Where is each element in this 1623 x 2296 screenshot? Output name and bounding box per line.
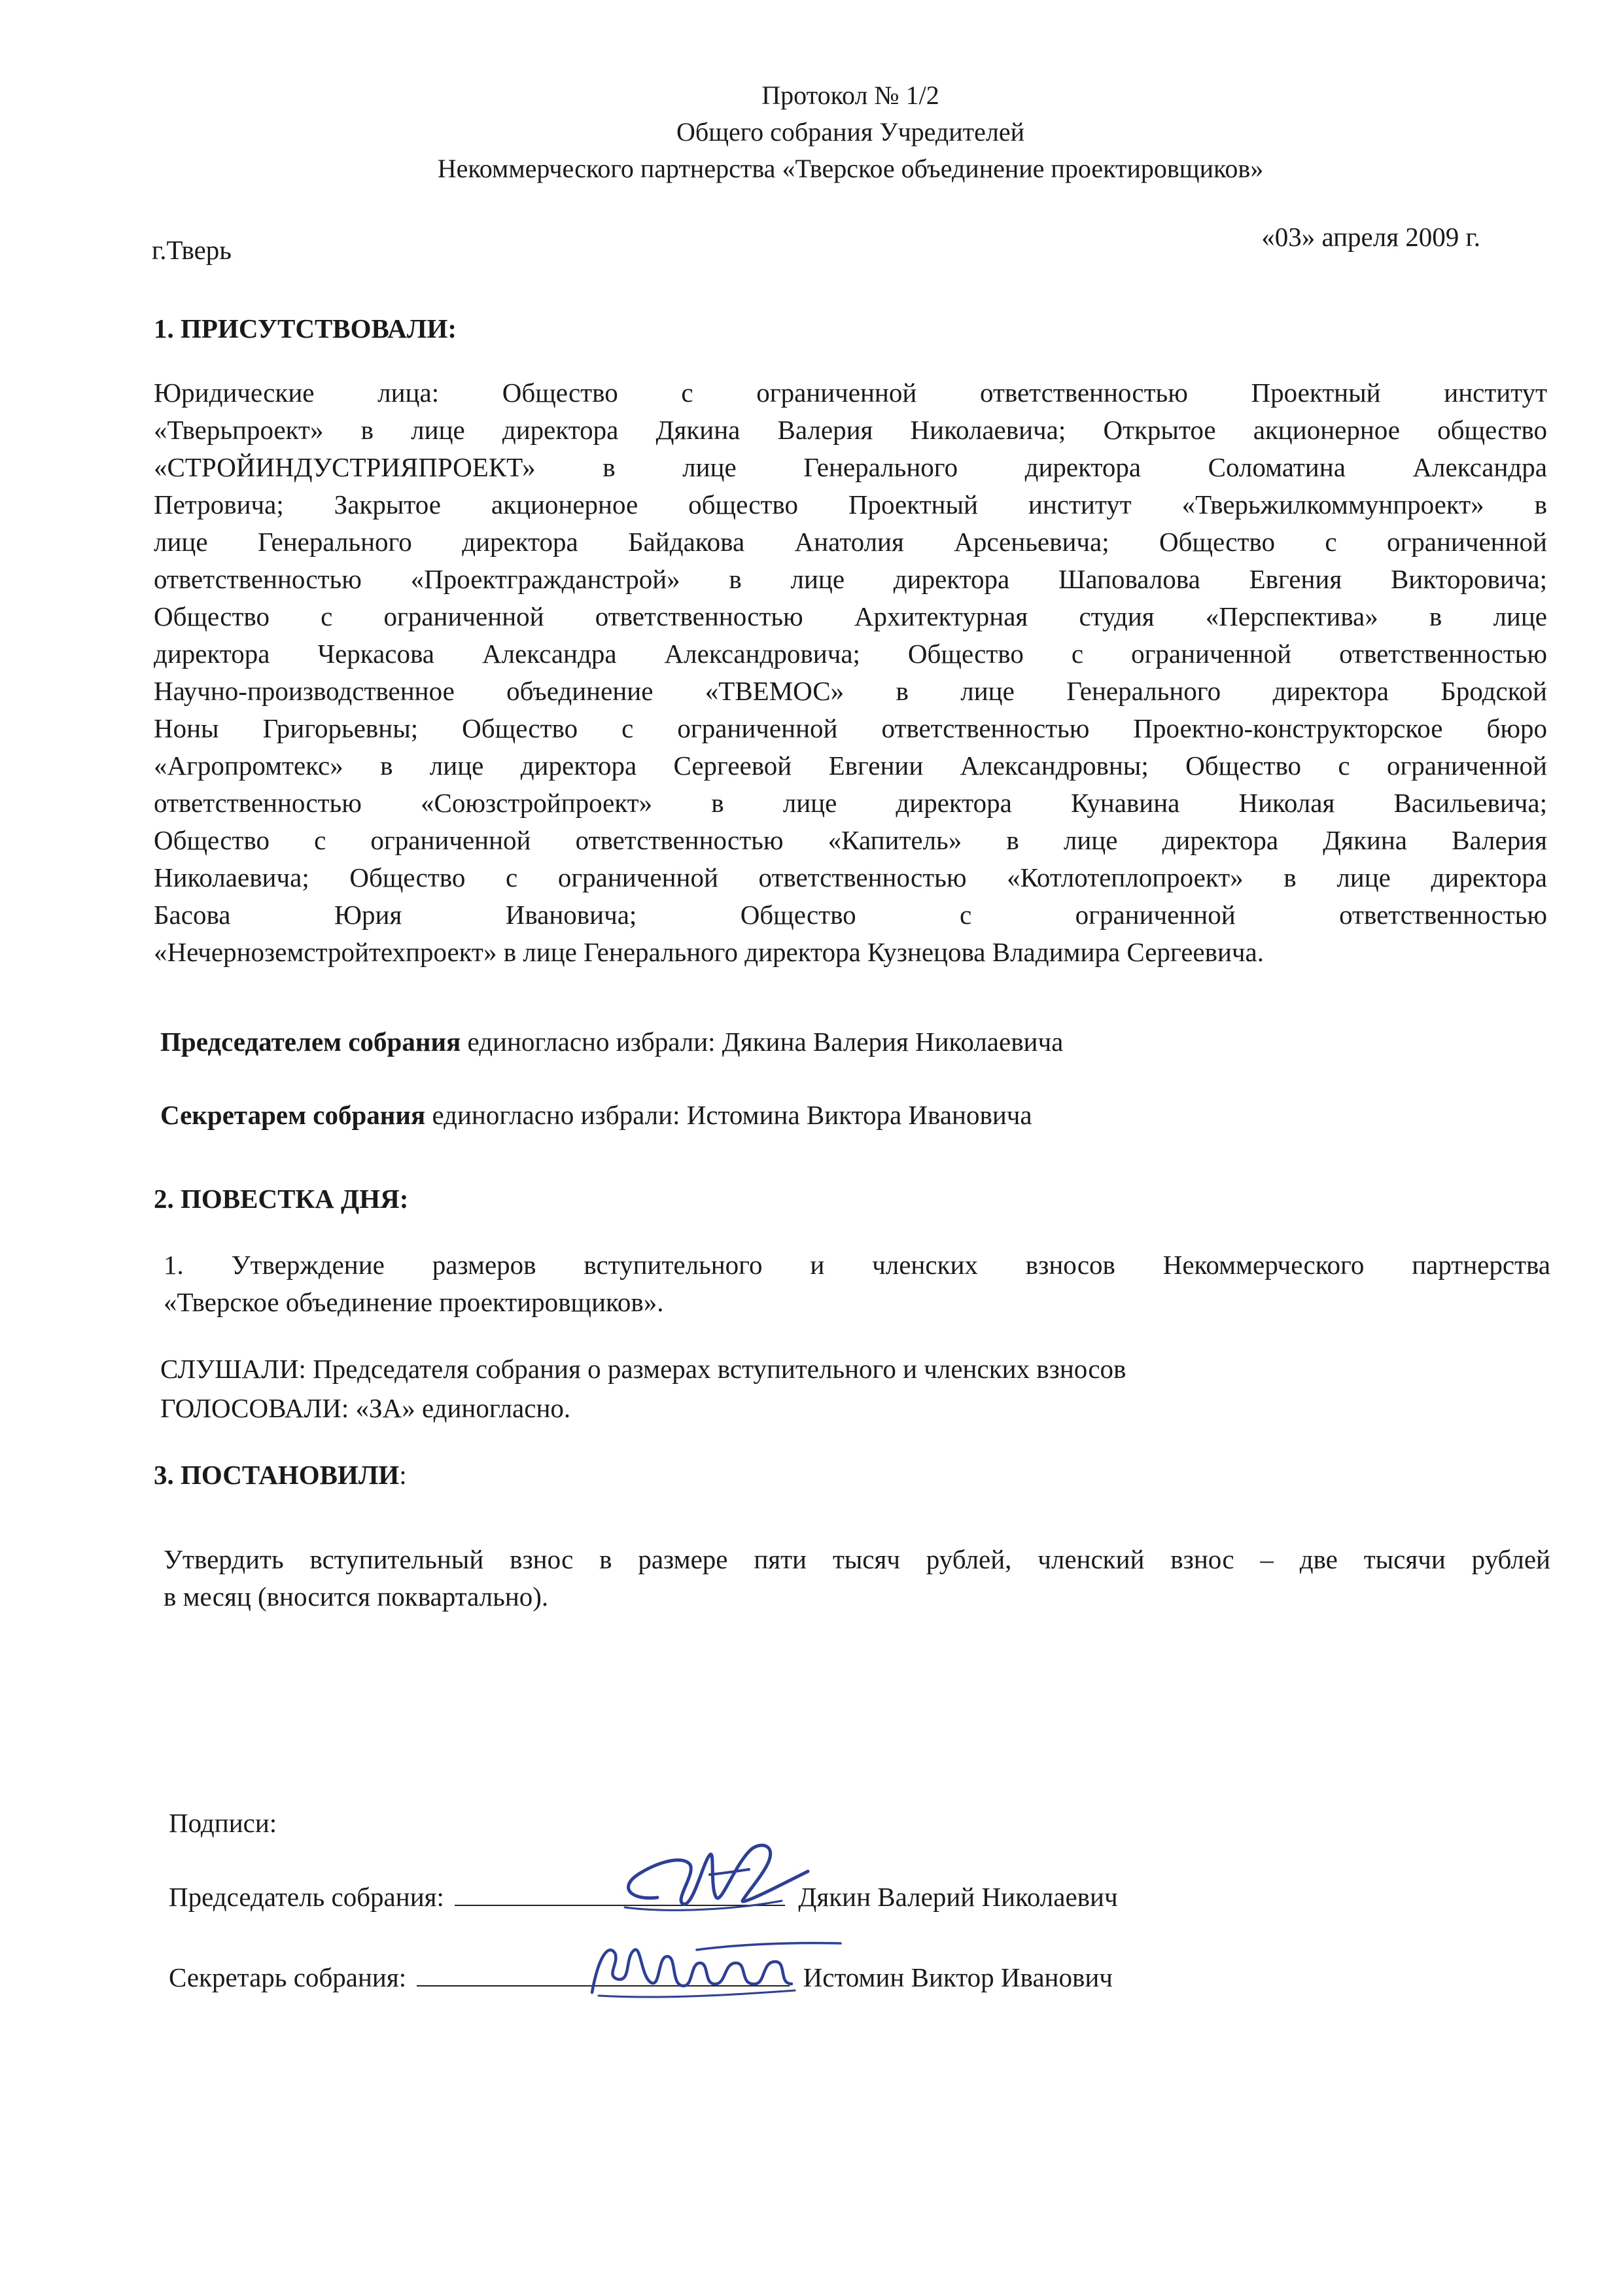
secretary-label: Секретарем собрания	[160, 1100, 426, 1130]
chair-signature-icon	[612, 1835, 821, 1927]
section-heading-present: 1. ПРИСУТСТВОВАЛИ:	[154, 313, 457, 344]
paragraph-line: лице Генерального директора Байдакова Анатолия Арсеньевича; Общество с ограниченной	[154, 527, 1547, 557]
resolved-heading-text: 3. ПОСТАНОВИЛИ	[154, 1460, 400, 1490]
meeting-name: Общего собрания Учредителей	[676, 117, 1025, 147]
city: г.Тверь	[152, 235, 232, 265]
secretary-role: Секретарь собрания:	[169, 1962, 407, 1992]
chair-election	[160, 1026, 1063, 1057]
resolution-paragraph	[164, 1541, 1550, 1616]
chair-role: Председатель собрания:	[169, 1882, 444, 1912]
heard-line: СЛУШАЛИ: Председателя собрания о размерах вступительного и членских взносов	[160, 1354, 1126, 1384]
paragraph-line: «СТРОЙИНДУСТРИЯПРОЕКТ» в лице Генерального директора Соломатина Александра	[154, 452, 1547, 482]
date: «03» апреля 2009 г.	[1261, 222, 1480, 252]
signatures-title: Подписи:	[169, 1808, 277, 1838]
chair-name: Дякин Валерий Николаевич	[798, 1882, 1118, 1912]
paragraph-line: Общество с ограниченной ответственностью Архитектурная студия «Перспектива» в лице	[154, 601, 1547, 631]
resolved-heading-colon: :	[399, 1460, 407, 1490]
paragraph-line: «Тверьпроект» в лице директора Дякина Валерия Николаевича; Открытое акционерное общество	[154, 415, 1547, 445]
paragraph-line: Юридические лица: Общество с ограниченной ответственностью Проектный институт	[154, 378, 1547, 408]
paragraph-line: ответственностью «Проектгражданстрой» в лице директора Шаповалова Евгения Викторовича;	[154, 564, 1547, 594]
resolution-line: Утвердить вступительный взнос в размере пяти тысяч рублей, членский взнос – две тысячи рублей	[164, 1544, 1550, 1574]
paragraph-line: директора Черкасова Александра Александровича; Общество с ограниченной ответственностью	[154, 639, 1547, 669]
paragraph-line: «Агропромтекс» в лице директора Сергеевой Евгении Александровны; Общество с ограниченной	[154, 751, 1547, 781]
secretary-election	[160, 1099, 1032, 1131]
agenda-paragraph	[164, 1246, 1550, 1321]
voted-line: ГОЛОСОВАЛИ: «ЗА» единогласно.	[160, 1393, 571, 1423]
section-heading-agenda: 2. ПОВЕСТКА ДНЯ:	[154, 1184, 409, 1214]
section-heading-resolved	[154, 1459, 407, 1491]
paragraph-line: ответственностью «Союзстройпроект» в лице директора Кунавина Николая Васильевича;	[154, 788, 1547, 818]
document-header	[157, 77, 1544, 187]
present-paragraph	[154, 374, 1547, 971]
paragraph-line: Общество с ограниченной ответственностью «Капитель» в лице директора Дякина Валерия	[154, 825, 1547, 855]
chair-text: единогласно избрали: Дякина Валерия Николаевича	[461, 1027, 1064, 1057]
protocol-number: Протокол № 1/2	[761, 80, 939, 110]
paragraph-line: Ноны Григорьевны; Общество с ограниченной ответственностью Проектно-конструкторское бюро	[154, 713, 1547, 743]
secretary-name: Истомин Виктор Иванович	[803, 1962, 1113, 1992]
agenda-line: «Тверское объединение проектировщиков».	[164, 1287, 664, 1317]
paragraph-line: Научно-производственное объединение «ТВЕМОС» в лице Генерального директора Бродской	[154, 676, 1547, 706]
agenda-line: 1. Утверждение размеров вступительного и членских взносов Некоммерческого партнерства	[164, 1250, 1550, 1280]
paragraph-line: Николаевича; Общество с ограниченной ответственностью «Котлотеплопроект» в лице директора	[154, 862, 1547, 892]
resolution-line: в месяц (вносится поквартально).	[164, 1581, 549, 1612]
organization-name: Некоммерческого партнерства «Тверское объединение проектировщиков»	[437, 154, 1264, 183]
secretary-text: единогласно избрали: Истомина Виктора Ивановича	[425, 1100, 1032, 1130]
paragraph-line: Петровича; Закрытое акционерное общество Проектный институт «Тверьжилкоммунпроект» в	[154, 489, 1547, 520]
secretary-signature-icon	[579, 1930, 854, 2009]
chair-label: Председателем собрания	[160, 1027, 461, 1057]
paragraph-line: «Нечерноземстройтехпроект» в лице Генерального директора Кузнецова Владимира Сергеевича.	[154, 937, 1264, 967]
paragraph-line: Басова Юрия Ивановича; Общество с ограниченной ответственностью	[154, 900, 1547, 930]
